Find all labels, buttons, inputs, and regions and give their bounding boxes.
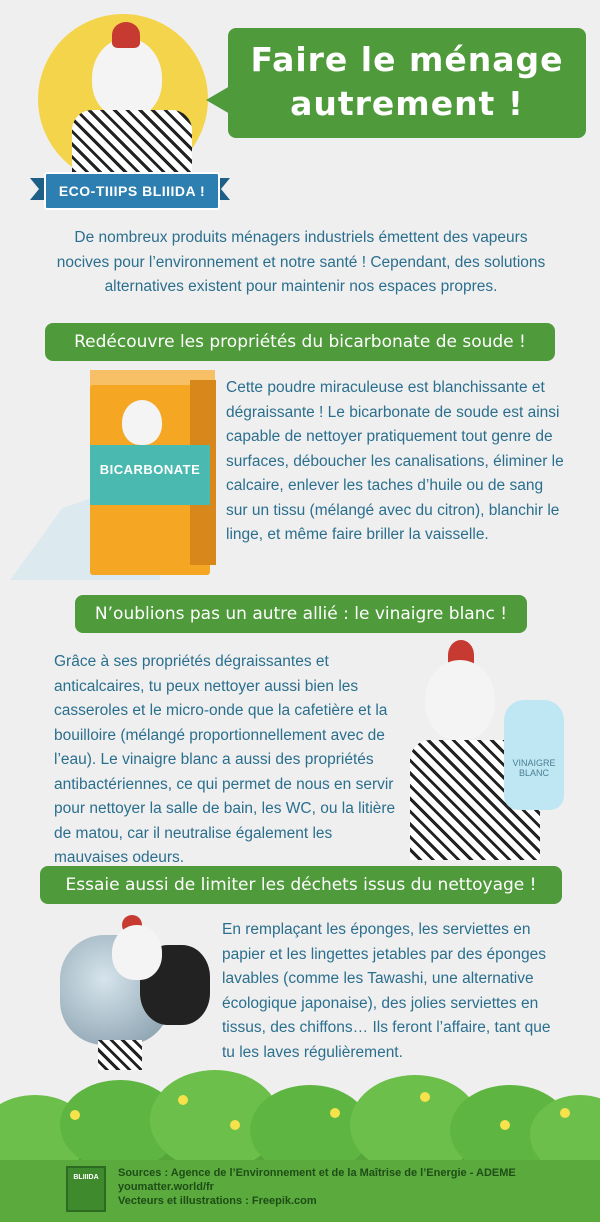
footer-sources: Sources : Agence de l’Environnement et de la Maîtrise de l’Energie - ADEME [118,1167,516,1179]
vinaigre-text: Grâce à ses propriétés dégraissantes et anticalcaires, tu peux nettoyer aussi bien les casseroles et le micro-onde que la cafetière et la bouilloire (mélangé proportionnellement avec de l’eau). Le vinaigre blanc a aussi des propriétés antibactériennes, ce qui permet de nous en servir pour nettoyer la salle de bain, les WC, ou la litière de matou, car il neutralise également les mauvaises odeurs. [54,653,396,866]
section-banner-dechets: Essaie aussi de limiter les déchets issus du nettoyage ! [40,866,562,904]
footer-site: youmatter.world/fr [118,1181,214,1193]
bicarbonate-label: BICARBONATE [99,462,201,477]
flower-icon [70,1110,80,1120]
intro-text: De nombreux produits ménagers industriels émettent des vapeurs nocives pour l’environnement et notre santé ! Cependant, des solutions alternatives existent pour maintenir nos espaces propres. [56,229,546,295]
eco-tips-ribbon: ECO-TIIIPS BLIIIDA ! [44,172,220,210]
flower-icon [230,1120,240,1130]
bicarbonate-text: Cette poudre miraculeuse est blanchissante et dégraissante ! Le bicarbonate de soude est ainsi capable de nettoyer pratiquement tout genre de surfaces, déboucher les canalisations, éliminer le calcaire, enlever les taches d’huile ou de sang sur un tissu (mélangé avec du citron), blanchir le linge, et même faire briller la vaisselle. [226,379,564,543]
flower-icon [560,1108,570,1118]
chicken-legs [98,1040,142,1070]
page-title [228,38,586,126]
box-chicken-icon [122,400,162,445]
flower-icon [500,1120,510,1130]
chicken-head [112,925,162,980]
section-banner-bicarbonate: Redécouvre les propriétés du bicarbonate de soude ! [45,323,555,361]
flower-icon [178,1095,188,1105]
chicken-mascot-body [72,110,192,180]
vinegar-bottle [504,700,564,810]
footer-credits: Vecteurs et illustrations : Freepik.com [118,1195,317,1207]
bliiida-logo: BLIIIDA [66,1166,106,1212]
dechets-text: En remplaçant les éponges, les serviettes en papier et les lingettes jetables par des éponges lavables (comme les Tawashi, une alternative écologique japonaise), des jolies serviettes en tissus, des chiffons… Ils feront l’affaire, tant que tu les laves régulièrement. [222,921,551,1061]
vinegar-bottle-label: VINAIGRE BLANC [512,758,556,778]
section-banner-vinaigre: N’oublions pas un autre allié : le vinaigre blanc ! [75,595,527,633]
speech-bubble-tail [206,86,230,114]
flower-icon [420,1092,430,1102]
chicken-head [425,660,495,740]
chicken-mascot-head [92,38,162,118]
title-line-2: autrement ! [290,84,524,123]
chicken-comb [112,22,140,48]
flower-icon [330,1108,340,1118]
title-line-1: Faire le ménage [250,40,564,79]
